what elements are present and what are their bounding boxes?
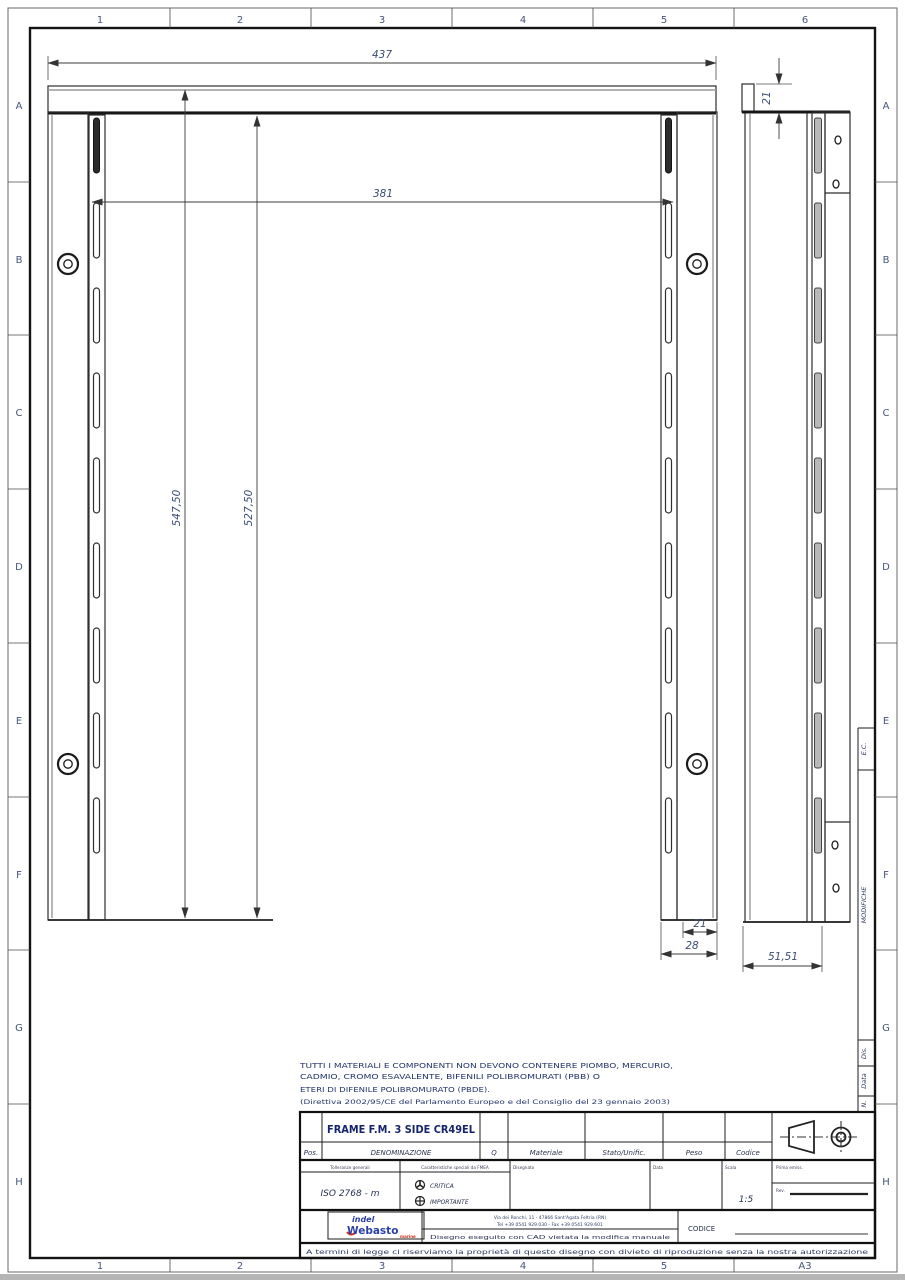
zone-right-f: F <box>883 870 889 881</box>
zone-right-d: D <box>882 562 890 573</box>
dim-side-flange: 21 <box>761 91 773 105</box>
important-symbol-icon <box>416 1197 425 1206</box>
side-top-flange <box>742 84 754 112</box>
zone-bottom-2: 2 <box>236 1261 244 1272</box>
zone-bottom-1: 1 <box>96 1261 104 1272</box>
side-main-bar <box>745 112 807 922</box>
dim-inner-height: 527,50 <box>243 489 255 527</box>
note-line-2: CADMIO, CROMO ESAVALENTE, BIFENILI POLIBROMURATI (PBB) O <box>300 1073 601 1081</box>
zone-left-b: B <box>15 255 23 266</box>
tolerances-value: ISO 2768 - m <box>320 1189 380 1199</box>
rev-ec-label: E.C. <box>860 742 868 756</box>
note-line-4: (Direttiva 2002/95/CE del Parlamento Europeo e del Consiglio del 23 gennaio 2003) <box>300 1099 670 1106</box>
logo-line-indel: indel <box>352 1215 375 1224</box>
special-label: Caratteristiche speciali da FMEA <box>421 1165 489 1170</box>
header-q: Q <box>491 1149 497 1157</box>
rev-data-label: Data <box>860 1073 868 1089</box>
zone-top-2: 2 <box>236 15 244 26</box>
zone-dividers-top <box>170 8 734 28</box>
tolerances-label: Tolleranze generali <box>330 1165 370 1170</box>
dim-outer-height: 547,50 <box>171 489 183 527</box>
zone-left-h: H <box>15 1177 23 1188</box>
zone-left-a: A <box>15 101 23 112</box>
front-view <box>48 86 717 920</box>
title-block <box>300 1112 875 1258</box>
dimensions <box>48 49 822 972</box>
critical-label: CRITICA <box>430 1183 454 1190</box>
screw-fasteners <box>58 254 707 774</box>
logo-line-webasto: Webasto <box>347 1225 399 1237</box>
frame-right-column <box>677 112 717 920</box>
zone-left-g: G <box>15 1023 23 1034</box>
note-line-3: ETERI DI DIFENILE POLIBROMURATO (PBDE). <box>300 1086 490 1094</box>
left-strip-slots <box>94 118 100 853</box>
zone-bottom-4: 4 <box>519 1261 527 1272</box>
zone-dividers-bottom <box>170 1258 734 1272</box>
zone-right-a: A <box>882 101 890 112</box>
zone-left-e: E <box>15 716 23 727</box>
dim-side-depth: 51,51 <box>767 951 799 963</box>
critical-symbol-icon <box>416 1181 425 1190</box>
logo-line-marine: marine <box>400 1234 416 1239</box>
dim-bottom-column: 28 <box>685 940 699 952</box>
header-stato-unific: Stato/Unific. <box>602 1149 646 1157</box>
zone-labels <box>15 15 890 1272</box>
zone-top-1: 1 <box>96 15 104 26</box>
company-logo <box>328 1212 424 1239</box>
zone-top-4: 4 <box>519 15 527 26</box>
dim-inner-width: 381 <box>372 188 394 200</box>
title-block-headers <box>304 1149 760 1157</box>
rev-label: Rev. <box>776 1188 785 1193</box>
material-notes <box>299 1062 673 1106</box>
drawn-label: Disegnato <box>513 1165 535 1170</box>
frame-left-slot-strip <box>89 115 105 920</box>
projection-symbol-icon <box>780 1121 858 1153</box>
scale-label: Scala <box>725 1165 737 1170</box>
zone-right-e: E <box>882 716 890 727</box>
zone-right-g: G <box>882 1023 890 1034</box>
side-mount-plate <box>825 112 850 922</box>
mount-holes <box>832 136 841 892</box>
legal-notice: A termini di legge ci riserviamo la proprietà di questo disegno con divieto di riproduzione senza la nostra autorizzazione <box>306 1250 655 1256</box>
zone-right-c: C <box>882 408 890 419</box>
rev-n-label: N. <box>860 1100 868 1108</box>
header-denominazione: DENOMINAZIONE <box>370 1149 432 1157</box>
revision-strip <box>858 728 875 1112</box>
zone-right-h: H <box>882 1177 890 1188</box>
codice-label: CODICE <box>688 1225 716 1233</box>
dim-overall-width: 437 <box>371 49 393 61</box>
side-strip-slots <box>815 118 822 853</box>
important-label: IMPORTANTE <box>430 1199 469 1206</box>
company-address-line2: Tel +39 0541 929.030 - Fax +39 0541 929.601 <box>497 1223 603 1228</box>
zone-right-b: B <box>882 255 890 266</box>
zone-left-d: D <box>15 562 23 573</box>
zone-bottom-3: 3 <box>378 1261 386 1272</box>
rev-dis-label: Dis. <box>860 1046 868 1060</box>
header-materiale: Materiale <box>529 1149 563 1157</box>
dim-bottom-bar: 21 <box>693 918 707 930</box>
header-peso: Peso <box>685 1149 703 1157</box>
rev-modifiche-label: MODIFICHE <box>860 886 868 924</box>
zone-left-c: C <box>15 408 23 419</box>
zone-top-6: 6 <box>801 15 809 26</box>
issue-label: Prima emiss. <box>776 1165 803 1170</box>
side-view <box>742 84 850 922</box>
frame-right-slot-strip <box>661 115 677 920</box>
date-label: Data <box>653 1165 663 1170</box>
zone-format-a3: A3 <box>798 1261 812 1272</box>
zone-top-3: 3 <box>378 15 386 26</box>
header-pos: Pos. <box>303 1149 319 1157</box>
zone-bottom-5: 5 <box>660 1261 668 1272</box>
cad-note: Disegno eseguito con CAD vietata la modifica manuale <box>430 1235 671 1241</box>
part-title: FRAME F.M. 3 SIDE CR49EL <box>327 1123 475 1136</box>
zone-left-f: F <box>16 870 22 881</box>
right-strip-slots <box>666 118 672 853</box>
note-line-1: TUTTI I MATERIALI E COMPONENTI NON DEVONO CONTENERE PIOMBO, MERCURIO, <box>298 1062 673 1070</box>
header-codice: Codice <box>736 1149 760 1157</box>
scale-value: 1:5 <box>738 1195 754 1205</box>
company-address-line1: Via dei Ronchi, 11 - 47866 Sant'Agata Feltria (RN) <box>493 1216 607 1221</box>
frame-left-column <box>48 112 88 920</box>
zone-top-5: 5 <box>660 15 668 26</box>
